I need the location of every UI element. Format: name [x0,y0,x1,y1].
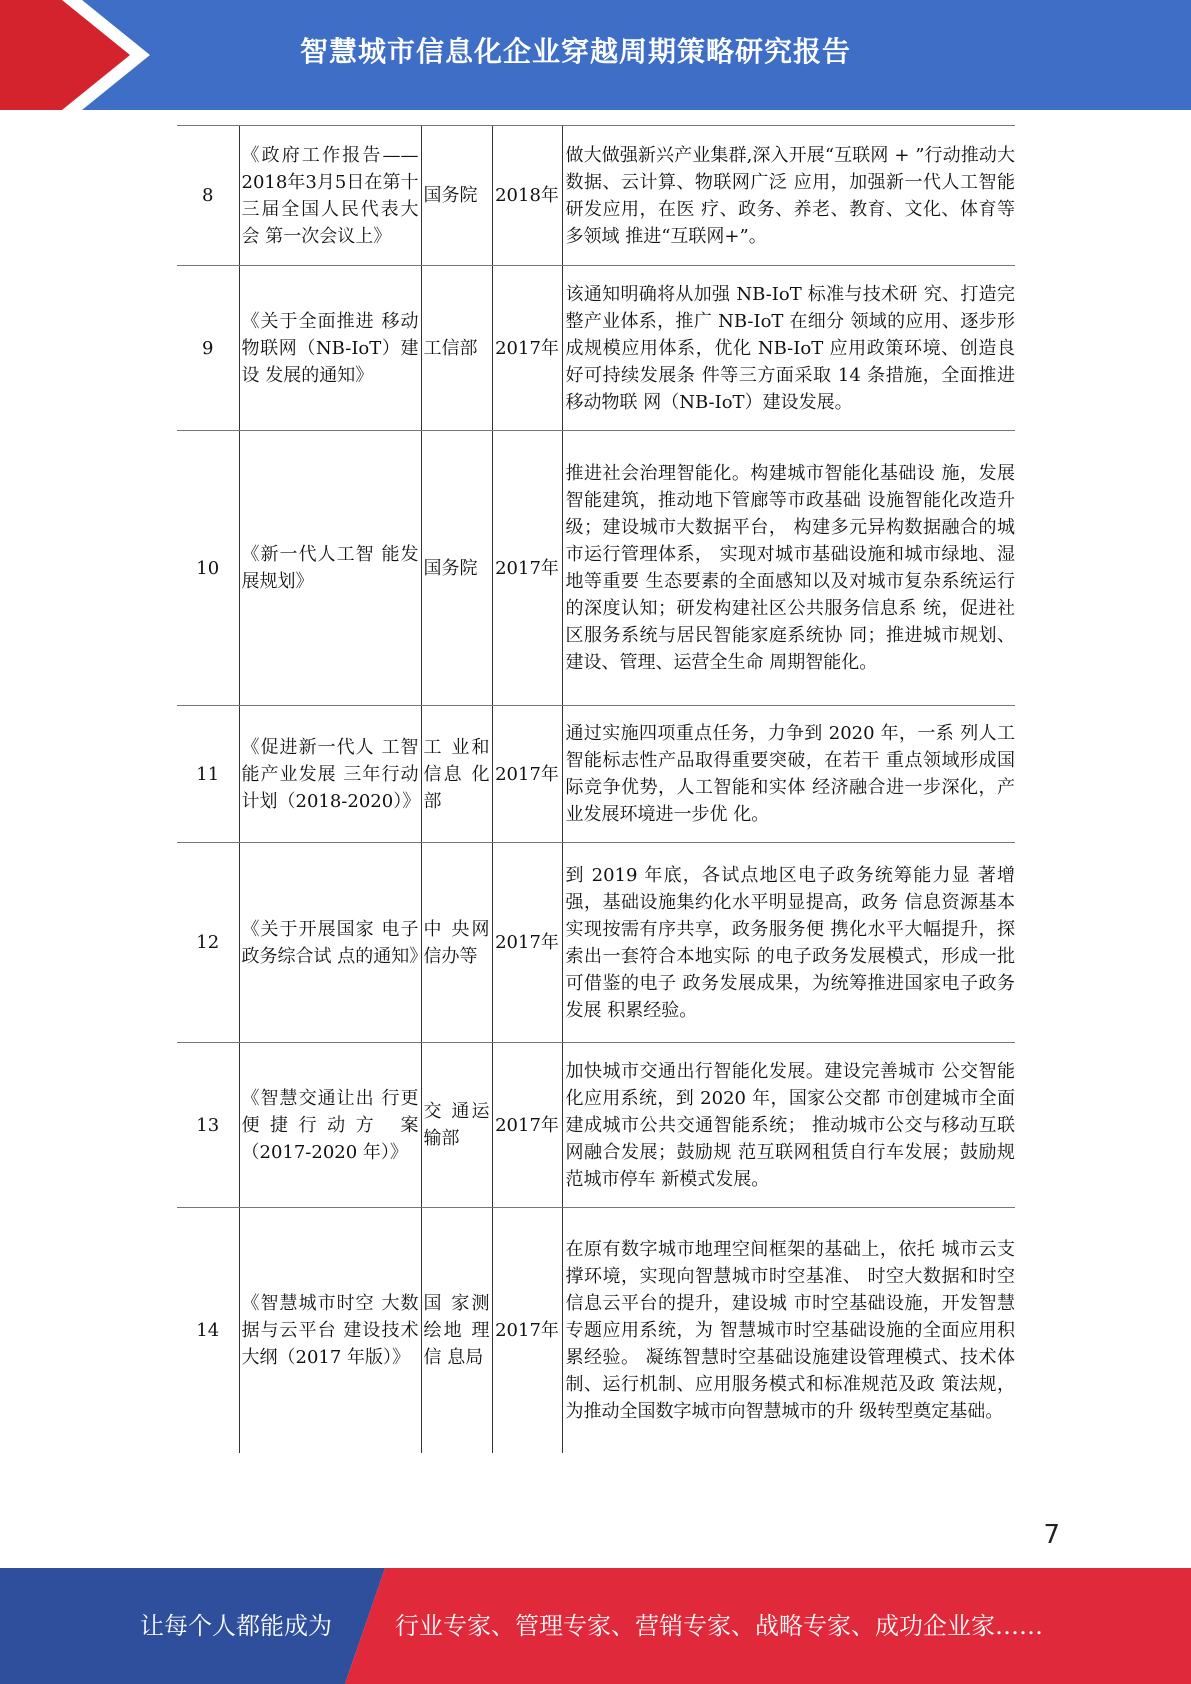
page-footer [0,1568,1191,1684]
footer-slogan-right: 行业专家、管理专家、营销专家、战略专家、成功企业家…… [395,1612,1043,1640]
table-row [177,431,1015,706]
policy-title: 《政府工作报告——2018年3月5日在第十三届全国人民代表大会 第一次会议上》 [239,126,421,266]
issuing-department: 工信部 [421,266,492,431]
issuing-department: 国务院 [421,431,492,706]
page-header [0,0,1191,110]
policy-title: 《促进新一代人 工智能产业发展 三年行动计划（2018-2020）》 [239,706,421,843]
policy-content: 到 2019 年底，各试点地区电子政务统筹能力显 著增强，基础设施集约化水平明显提高，政务 信息资源基本实现按需有序共享，政务服务便 携化水平大幅提升，探索出一套符合本地实际 的电子政务发展模式，形成一批可借鉴的电子 政务发展成果，为统筹推进国家电子政务发展 积累经验。 [562,843,1015,1043]
issue-year: 2017年 [492,1208,562,1453]
document-title: 智慧城市信息化企业穿越周期策略研究报告 [300,35,852,68]
policy-title: 《智慧城市时空 大数据与云平台 建设技术大纲（2017 年版）》 [239,1208,421,1453]
row-number: 8 [177,126,239,266]
policy-title: 《关于全面推进 移动物联网（NB-IoT）建设 发展的通知》 [239,266,421,431]
issuing-department: 交 通运 输部 [421,1043,492,1208]
issuing-department: 工 业和 信息 化部 [421,706,492,843]
row-number: 10 [177,431,239,706]
policy-table [177,125,1015,1453]
row-number: 12 [177,843,239,1043]
table-row [177,1043,1015,1208]
row-number: 11 [177,706,239,843]
footer-slogan-left: 让每个人都能成为 [140,1612,332,1640]
policy-content: 推进社会治理智能化。构建城市智能化基础设 施，发展智能建筑，推动地下管廊等市政基础 设施智能化改造升级；建设城市大数据平台， 构建多元异构数据融合的城市运行管理体系， 实现对城市基础设施和城市绿地、湿地等重要 生态要素的全面感知以及对城市复杂系统运行 的深度认知；研发构建社区公共服务信息系 统，促进社区服务系统与居民智能家庭系统协 同；推进城市规划、建设、管理、运营全生命 周期智能化。 [562,431,1015,706]
issue-year: 2017年 [492,266,562,431]
page-number: 7 [1043,1520,1060,1550]
issuing-department: 中 央网 信办等 [421,843,492,1043]
issuing-department: 国务院 [421,126,492,266]
policy-content: 在原有数字城市地理空间框架的基础上，依托 城市云支撑环境，实现向智慧城市时空基准、 时空大数据和时空信息云平台的提升，建设城 市时空基础设施，开发智慧专题应用系统，为 智慧城市时空基础设施的全面应用积累经验。 凝练智慧时空基础设施建设管理模式、技术体 制、运行机制、应用服务模式和标准规范及政 策法规，为推动全国数字城市向智慧城市的升 级转型奠定基础。 [562,1208,1015,1453]
policy-content: 该通知明确将从加强 NB-IoT 标准与技术研 究、打造完整产业体系，推广 NB-IoT 在细分 领域的应用、逐步形成规模应用体系，优化 NB-IoT 应用政策环境、创造良好可持续发展条 件等三方面采取 14 条措施，全面推进移动物联 网（NB-IoT）建设发展。 [562,266,1015,431]
table-row [177,266,1015,431]
table-row [177,843,1015,1043]
issue-year: 2017年 [492,431,562,706]
issue-year: 2018年 [492,126,562,266]
issuing-department: 国 家测 绘地 理信 息局 [421,1208,492,1453]
issue-year: 2017年 [492,843,562,1043]
policy-content: 加快城市交通出行智能化发展。建设完善城市 公交智能化应用系统，到 2020 年，国家公交都 市创建城市全面建成城市公共交通智能系统； 推动城市公交与移动互联网融合发展；鼓励规 范互联网租赁自行车发展；鼓励规范城市停车 新模式发展。 [562,1043,1015,1208]
table-row [177,126,1015,266]
policy-content: 做大做强新兴产业集群,深入开展“互联网 + ”行动推动大数据、云计算、物联网广泛 应用，加强新一代人工智能研发应用，在医 疗、政务、养老、教育、文化、体育等多领域 推进“互联网+”。 [562,126,1015,266]
issue-year: 2017年 [492,1043,562,1208]
policy-title: 《智慧交通让出 行更便捷行动方 案（2017-2020 年）》 [239,1043,421,1208]
policy-title: 《新一代人工智 能发展规划》 [239,431,421,706]
issue-year: 2017年 [492,706,562,843]
row-number: 9 [177,266,239,431]
row-number: 13 [177,1043,239,1208]
table-row [177,1208,1015,1453]
policy-title: 《关于开展国家 电子政务综合试 点的通知》 [239,843,421,1043]
table-row [177,706,1015,843]
policy-content: 通过实施四项重点任务，力争到 2020 年，一系 列人工智能标志性产品取得重要突破，在若干 重点领域形成国际竞争优势，人工智能和实体 经济融合进一步深化，产业发展环境进一步优 化。 [562,706,1015,843]
row-number: 14 [177,1208,239,1453]
